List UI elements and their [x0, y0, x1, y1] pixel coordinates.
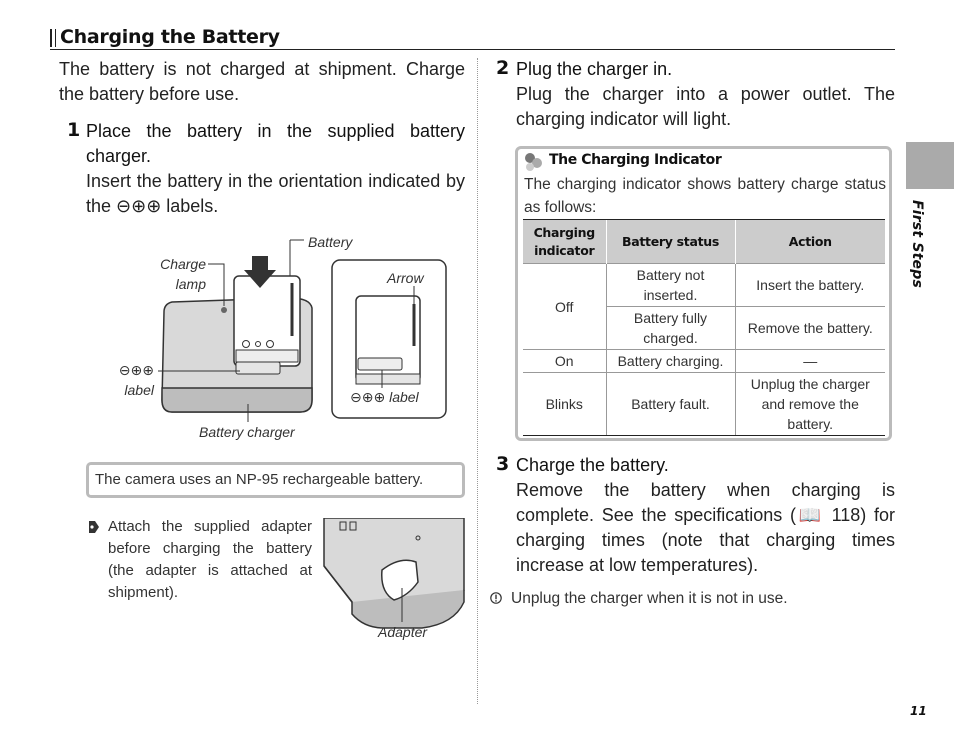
- table-row: [523, 373, 885, 436]
- table-row: [523, 264, 885, 307]
- table-cell: Battery charging.: [606, 350, 735, 373]
- caution-text: Unplug the charger when it is not in use.: [511, 590, 788, 607]
- step-2-number: 2: [496, 57, 510, 79]
- chapter-tab: [906, 142, 954, 189]
- charge-lamp-label: Charge lamp: [160, 256, 206, 292]
- section-heading: [50, 26, 895, 50]
- table-cell: Battery fully charged.: [606, 307, 735, 350]
- table-cell: Off: [523, 264, 606, 350]
- battery-charger-label: Battery charger: [199, 424, 295, 440]
- table-cell: Unplug the charger and remove the battery.: [735, 373, 885, 436]
- chapter-label-text: First Steps: [909, 200, 925, 288]
- polarity-label-right: ⊖⊕⊕ label: [350, 389, 419, 405]
- step-2-body: Plug the charger into a power outlet. The charging indicator will light.: [516, 84, 895, 129]
- table-cell: —: [735, 350, 885, 373]
- step-1-body: Insert the battery in the orientation indicated by the ⊖⊕⊕ labels.: [86, 171, 465, 216]
- column-divider: [477, 58, 478, 704]
- indicator-description: The charging indicator shows battery charge status as follows:: [524, 176, 886, 216]
- table-cell: Remove the battery.: [735, 307, 885, 350]
- battery-label: Battery: [308, 234, 353, 250]
- tip-icon: [88, 520, 100, 534]
- step-1-heading: Place the battery in the supplied battery charger.: [86, 121, 465, 166]
- step-3-number: 3: [496, 453, 510, 475]
- table-cell: Battery not inserted.: [606, 264, 735, 307]
- table-cell: On: [523, 350, 606, 373]
- table-row: [523, 350, 885, 373]
- table-cell: Insert the battery.: [735, 264, 885, 307]
- table-header: Action: [735, 220, 885, 264]
- chapter-label: [909, 200, 929, 290]
- charging-indicator-table: [523, 219, 885, 436]
- arrow-label: Arrow: [387, 270, 424, 286]
- page-number: 11: [910, 704, 927, 718]
- table-header: Charging indicator: [523, 220, 606, 264]
- heading-marker: [50, 29, 56, 47]
- battery-note: The camera uses an NP-95 rechargeable battery.: [86, 462, 465, 498]
- adapter-tip: Attach the supplied adapter before charging the battery (the adapter is attached at shipment).: [108, 518, 312, 601]
- table-header-row: [523, 220, 885, 264]
- table-cell: Battery fault.: [606, 373, 735, 436]
- notes-icon: [524, 152, 544, 172]
- adapter-label: Adapter: [378, 624, 428, 640]
- step-1-number: 1: [67, 119, 81, 141]
- table-header: Battery status: [606, 220, 735, 264]
- table-cell: Blinks: [523, 373, 606, 436]
- step-3-body: Remove the battery when charging is complete. See the specifications (📖 118) for charging times (note that charging times increase at low temperatures).: [516, 480, 895, 575]
- page-title: Charging the Battery: [60, 26, 280, 48]
- polarity-label-left: ⊖⊕⊕ label: [118, 362, 154, 398]
- step-2-heading: Plug the charger in.: [516, 59, 673, 79]
- indicator-title: The Charging Indicator: [549, 152, 722, 168]
- intro-text: The battery is not charged at shipment. Charge the battery before use.: [59, 59, 465, 104]
- step-3-heading: Charge the battery.: [516, 455, 669, 475]
- caution-icon: [490, 592, 502, 604]
